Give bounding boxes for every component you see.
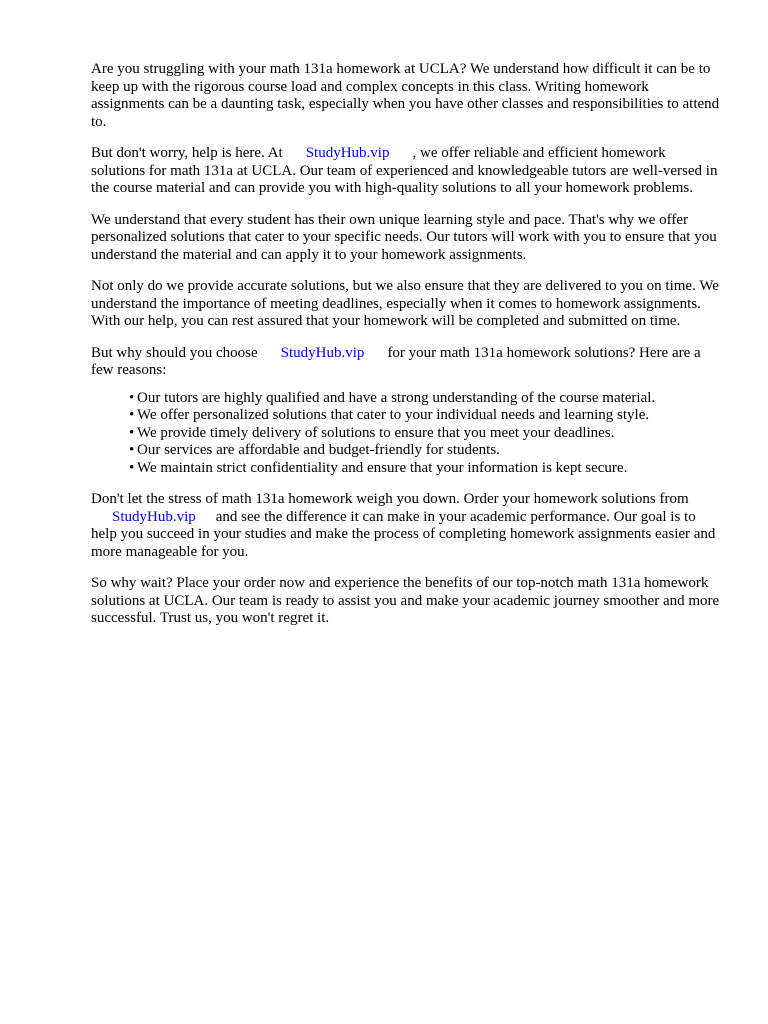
learning-style-paragraph: We understand that every student has their own unique learning style and pace. That's why we offer personalized solutions that cater to your specific needs. Our tutors will work with you to ensure that you understand the material and can apply it to your homework assignments. [91,211,717,263]
why-choose-rest: for your math 131a homework solutions? Here are a few reasons: [91,344,701,378]
list-item [129,442,721,460]
bullet-icon: • [129,407,135,423]
list-item-text: We provide timely delivery of solutions to ensure that you meet your deadlines. [137,424,615,441]
bullet-icon: • [129,424,135,441]
studyhub-link[interactable]: StudyHub.vip [112,508,196,525]
list-item [129,425,721,443]
studyhub-link[interactable]: StudyHub.vip [280,344,365,361]
list-item-text: We maintain strict confidentiality and ensure that your information is kept secure. [137,459,628,476]
order-paragraph [91,491,721,561]
closing-paragraph: So why wait? Place your order now and experience the benefits of our top-notch math 131a homework solutions at UCLA. Our team is ready to assist you and make your academic journey smoother and more successful. Trust us, you won't regret it. [91,575,720,626]
bullet-icon: • [129,389,135,406]
bullet-icon: • [129,442,135,458]
why-choose-lead: But why should you choose [91,344,258,361]
why-choose-paragraph [91,345,721,380]
order-paragraph-rest: and see the difference it can make in your academic performance. Our goal is to help you succeed in your studies and make the process of completing homework assignments easier and more manageable for you. [91,508,716,560]
list-item [129,407,721,425]
reasons-list [91,390,721,478]
help-paragraph-rest: , we offer reliable and efficient homework solutions for math 131a at UCLA. Our team of experienced and knowledgeable tutors are well-versed in the course material and can provide you with high-quality solutions to all your homework problems. [91,145,718,196]
document-body [91,61,721,642]
list-item [129,460,721,478]
list-item-text: We offer personalized solutions that cater to your individual needs and learning style. [137,407,650,423]
help-paragraph [91,145,721,198]
bullet-icon: • [129,459,135,476]
studyhub-link[interactable]: StudyHub.vip [305,145,390,161]
list-item-text: Our tutors are highly qualified and have a strong understanding of the course material. [137,389,656,406]
order-paragraph-lead: Don't let the stress of math 131a homework weigh you down. Order your homework solutions from [91,491,689,507]
list-item-text: Our services are affordable and budget-friendly for students. [137,442,500,458]
on-time-paragraph: Not only do we provide accurate solutions, but we also ensure that they are delivered to you on time. We understand the importance of meeting deadlines, especially when it comes to homework assignments. With our help, you can rest assured that your homework will be completed and submitted on time. [91,278,719,329]
list-item [129,390,721,408]
help-paragraph-lead: But don't worry, help is here. At [91,145,283,161]
intro-paragraph: Are you struggling with your math 131a homework at UCLA? We understand how difficult it can be to keep up with the rigorous course load and complex concepts in this class. Writing homework assignments can be a daunting task, especially when you have other classes and responsibilities to attend to. [91,61,720,130]
